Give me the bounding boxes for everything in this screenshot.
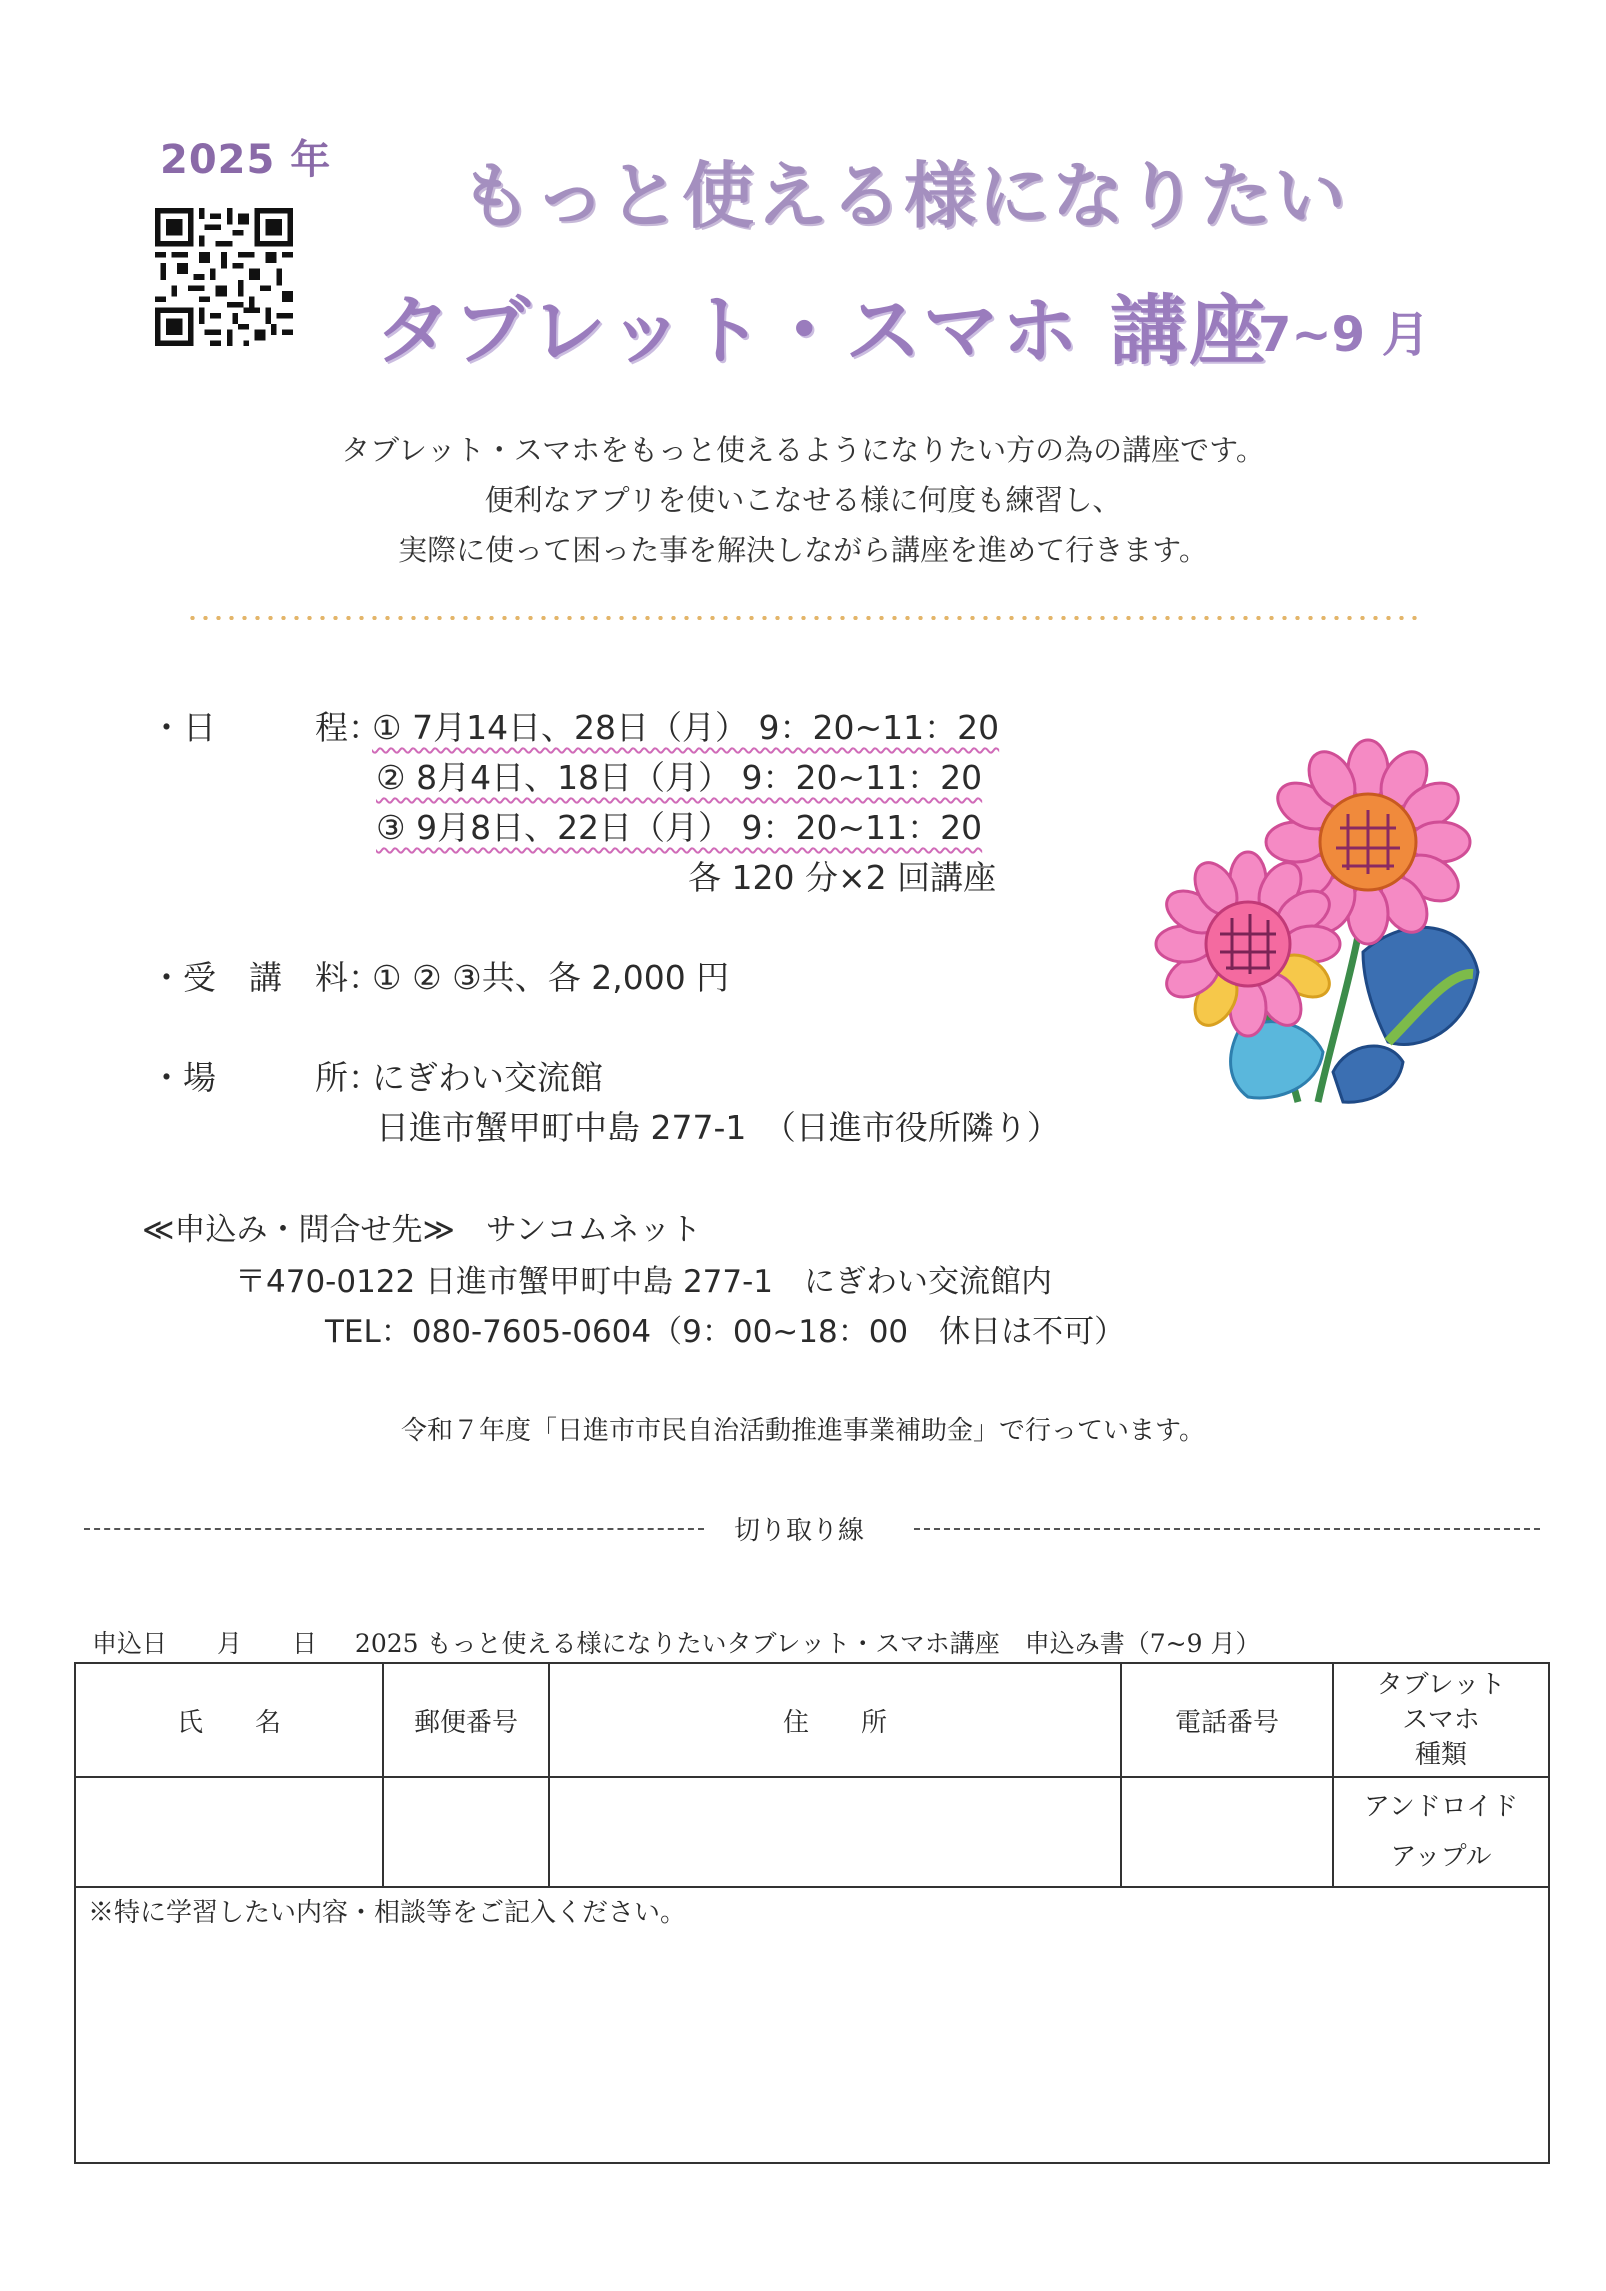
schedule-session-3: ③ 9月8日、22日（月） 9：20~11：20 xyxy=(376,808,983,847)
schedule-label: ・日 程： xyxy=(150,708,381,747)
intro-line-1: タブレット・スマホをもっと使えるようになりたい方の為の講座です。 xyxy=(341,433,1265,467)
intro-line-2: 便利なアプリを使いこなせる様に何度も練習し、 xyxy=(484,483,1122,517)
col-header-phone: 電話番号 xyxy=(1174,1707,1279,1738)
cut-line xyxy=(84,1510,1540,1550)
qr-code-icon xyxy=(155,208,293,346)
cut-line-label: 切り取り線 xyxy=(734,1516,865,1546)
form-heading-date: 申込日 月 日 xyxy=(92,1629,318,1658)
form-heading-title: 2025 もっと使える様になりたいタブレット・スマホ講座 申込み書（7~9 月） xyxy=(354,1629,1261,1658)
col-header-type-line: 種類 xyxy=(1414,1739,1467,1770)
year-label: 2025 年 xyxy=(160,137,332,183)
phone-field[interactable] xyxy=(1122,1778,1332,1886)
device-type-apple-option[interactable]: アップル xyxy=(1390,1842,1492,1872)
schedule-note: 各 120 分×2 回講座 xyxy=(688,858,997,897)
contact-tel: TEL：080-7605-0604（9：00~18：00 休日は不可） xyxy=(325,1314,1126,1350)
form-heading xyxy=(92,1624,1260,1660)
fee-label: ・受 講 料： xyxy=(150,958,381,997)
title-line-2: タブレット・スマホ 講座 xyxy=(375,286,1269,375)
device-type-options xyxy=(1334,1778,1548,1886)
place-name: にぎわい交流館 xyxy=(372,1058,603,1097)
device-type-android-option[interactable]: アンドロイド xyxy=(1363,1792,1519,1822)
cut-line-dash-left xyxy=(84,1528,704,1530)
col-header-postal: 郵便番号 xyxy=(413,1707,518,1738)
intro-line-3: 実際に使って困った事を解決しながら講座を進めて行きます。 xyxy=(398,533,1208,567)
sunflower-illustration-icon xyxy=(1148,712,1520,1107)
col-header-device-type xyxy=(1334,1664,1548,1776)
fee-value: ① ② ③共、各 2,000 円 xyxy=(372,958,730,997)
col-header-name: 氏 名 xyxy=(176,1707,281,1738)
notes-field[interactable] xyxy=(76,1888,1548,2162)
application-form-table xyxy=(74,1662,1550,2164)
col-header-address: 住 所 xyxy=(782,1707,887,1738)
contact-heading: ≪申込み・問合せ先≫ サンコムネット xyxy=(142,1212,702,1248)
postal-code-field[interactable] xyxy=(384,1778,548,1886)
dotted-divider xyxy=(186,616,1420,620)
schedule-session-1: ① 7月14日、28日（月） 9：20~11：20 xyxy=(372,708,1000,747)
notes-prompt: ※特に学習したい内容・相談等をご記入ください。 xyxy=(88,1898,687,1928)
subsidy-note: 令和７年度「日進市市民自治活動推進事業補助金」で行っています。 xyxy=(401,1416,1205,1446)
cut-line-dash-right xyxy=(914,1528,1540,1530)
col-header-type-line: スマホ xyxy=(1402,1704,1480,1735)
title-line-1: もっと使える様になりたい xyxy=(460,154,1349,238)
title-months: 7~9 月 xyxy=(1258,307,1430,363)
place-label: ・場 所： xyxy=(150,1058,381,1097)
schedule-session-2: ② 8月4日、18日（月） 9：20~11：20 xyxy=(376,758,983,797)
contact-address: 〒470-0122 日進市蟹甲町中島 277-1 にぎわい交流館内 xyxy=(235,1264,1053,1300)
col-header-type-line: タブレット xyxy=(1376,1669,1506,1700)
address-field[interactable] xyxy=(550,1778,1120,1886)
place-address: 日進市蟹甲町中島 277-1 （日進市役所隣り） xyxy=(376,1108,1060,1147)
name-field[interactable] xyxy=(76,1778,382,1886)
